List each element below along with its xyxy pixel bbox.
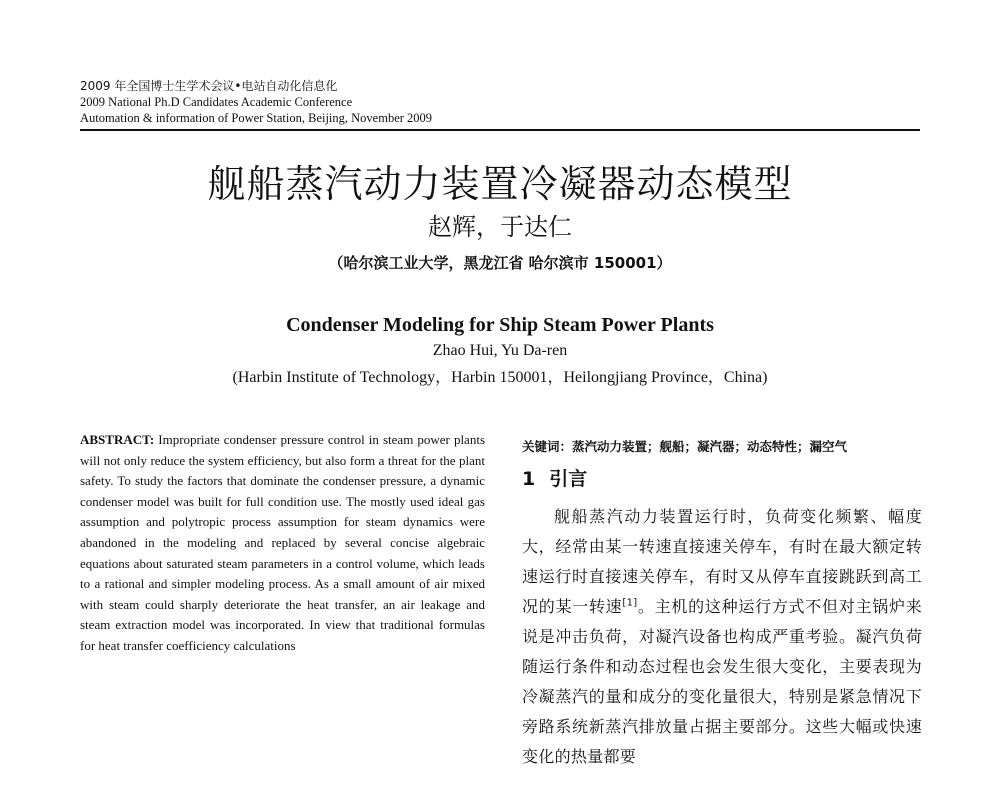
affiliation-en: (Harbin Institute of Technology，Harbin 150001，Heilongjiang Province，China) — [232, 369, 768, 386]
paragraph-text-1: 舰船蒸汽动力装置运行时，负荷变化频繁、幅度大，经常由某一转速直接速关停车，有时在最大额定转速运行时直接速关停车，有时又从停车直接跳跃到高工况的某一转速 — [522, 507, 922, 616]
section-title: 引言 — [549, 468, 588, 490]
conference-title-cn: 2009 年全国博士生学术会议•电站自动化信息化 — [80, 79, 338, 93]
authors-en: Zhao Hui, Yu Da-ren — [432, 342, 568, 359]
conference-venue: Automation & information of Power Station, Beijing, November 2009 — [80, 111, 433, 125]
english-title-block — [0, 312, 1000, 389]
page-header — [80, 78, 920, 131]
abstract-text: Impropriate condenser pressure control in steam power plants will not only reduce the system efficiency, but also form a threat for the plant safety. To study the factors that dominate the condenser pressure, a dynamic condenser model was built for full condition use. The mostly used ideal gas assumption and polytropic process assumption for steam dynamics were abandoned in the modeling and replaced by several concise algebraic equations about saturated steam parameters in a control volume, which leads to a rational and simpler modeling process. As a small amount of air mixed with steam could sharply deteriorate the heat transfer, an air leakage and steam extraction model was incorporated. In view that traditional formulas for heat transfer coefficiency calculations — [80, 432, 486, 653]
citation-link[interactable]: [1] — [622, 597, 638, 609]
header-rule — [80, 129, 920, 131]
keywords: 关键词：蒸汽动力装置；舰船；凝汽器；动态特性；漏空气 — [522, 439, 848, 454]
chinese-title-block — [0, 160, 1000, 274]
authors-cn: 赵辉，于达仁 — [428, 213, 572, 241]
abstract — [80, 430, 485, 657]
abstract-label: ABSTRACT: — [80, 432, 155, 447]
paper-title-en: Condenser Modeling for Ship Steam Power Plants — [286, 314, 714, 336]
right-column — [522, 438, 922, 788]
paper-title-cn: 舰船蒸汽动力装置冷凝器动态模型 — [207, 162, 793, 206]
paragraph-text-2: 。主机的这种运行方式不但对主锅炉来说是冲击负荷，对凝汽设备也构成严重考验。凝汽负荷随运行条件和动态过程也会发生很大变化，主要表现为冷凝蒸汽的量和成分的变化量很大，特别是紧急情况下旁路系统新蒸汽排放量占据主要部分。这些大幅或快速变化的热量都要 — [522, 597, 922, 766]
introduction-paragraph — [522, 502, 922, 772]
section-number: 1 — [522, 468, 536, 490]
conference-title-en: 2009 National Ph.D Candidates Academic Conference — [80, 95, 353, 109]
section-heading — [522, 466, 922, 492]
affiliation-cn: （哈尔滨工业大学，黑龙江省 哈尔滨市 150001） — [328, 254, 672, 272]
